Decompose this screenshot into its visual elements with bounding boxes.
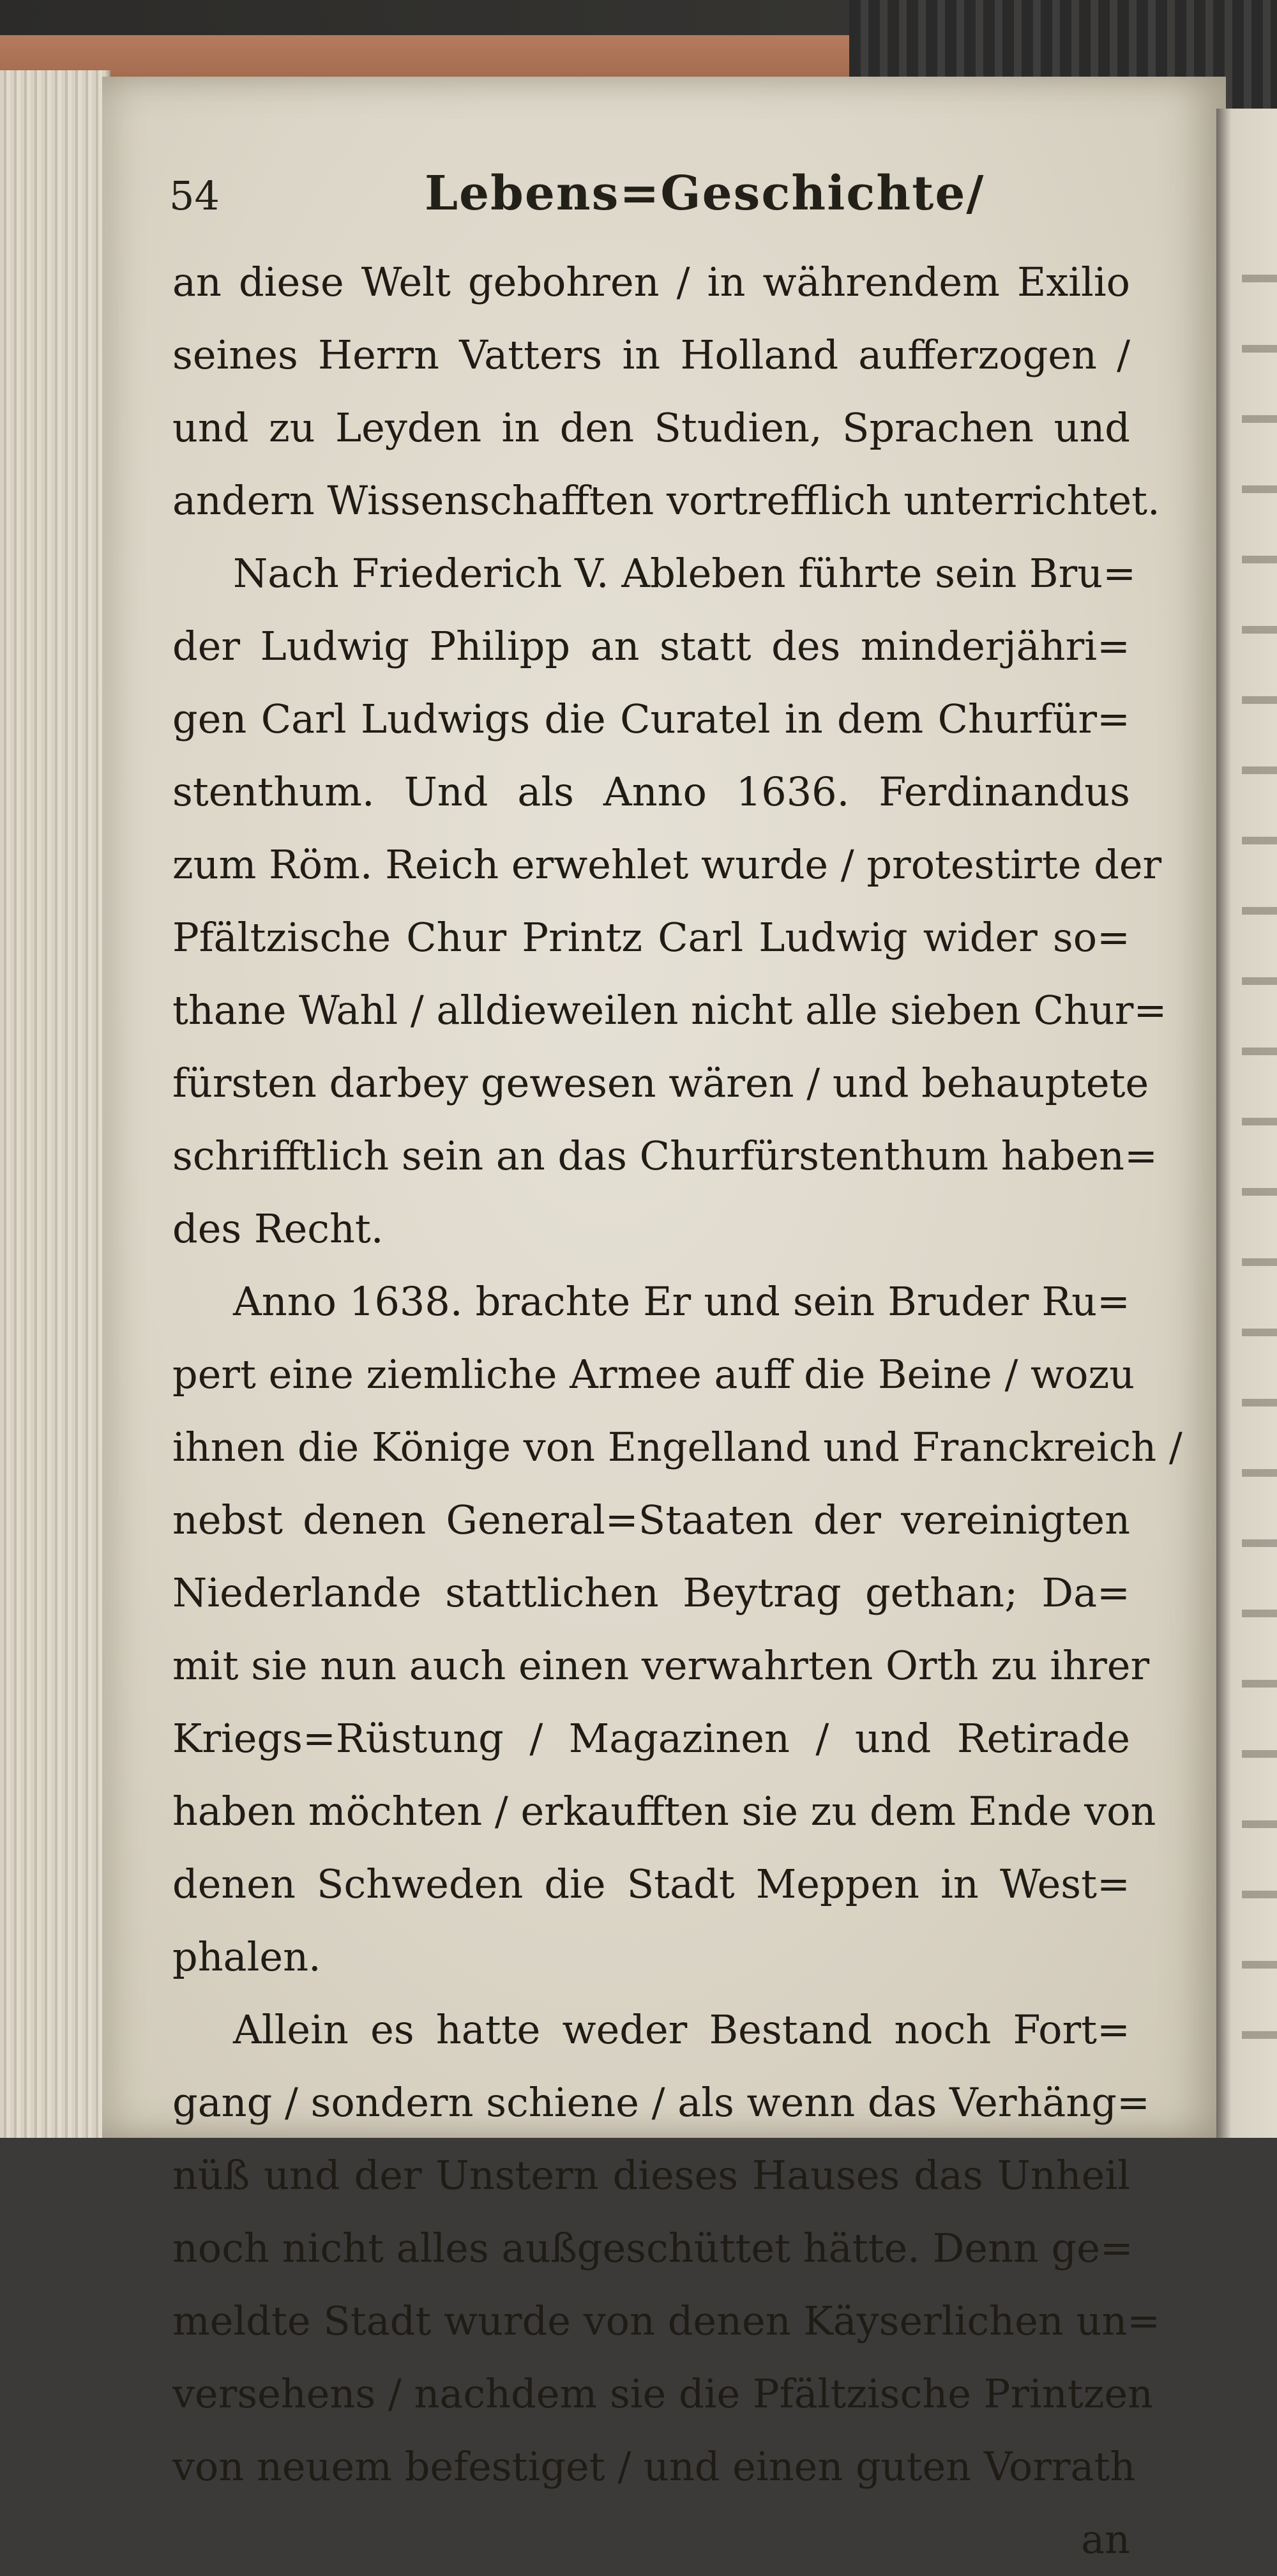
- text-line: Niederlande stattlichen Beytrag gethan; Da=: [172, 1569, 1130, 1616]
- text-line: haben möchten / erkaufften sie zu dem Ende von: [172, 1788, 1156, 1834]
- running-head: Lebens=Geschichte/: [425, 166, 985, 221]
- text-line: Anno 1638. brachte Er und sein Bruder Ru=: [233, 1278, 1130, 1325]
- text-line: schrifftlich sein an das Churfürstenthum haben=: [172, 1132, 1158, 1179]
- text-line: stenthum. Und als Anno 1636. Ferdinandus: [172, 768, 1130, 815]
- text-line: zum Röm. Reich erwehlet wurde / protestirte der: [172, 841, 1162, 888]
- text-line: meldte Stadt wurde von denen Käyserlichen un=: [172, 2298, 1161, 2344]
- text-line: ihnen die Könige von Engelland und Franckreich /: [172, 1424, 1183, 1470]
- text-line: und zu Leyden in den Studien, Sprachen und: [172, 404, 1130, 451]
- text-line: noch nicht alles außgeschüttet hätte. Denn ge=: [172, 2225, 1133, 2271]
- body-text: [172, 246, 1183, 2576]
- text-line: fürsten darbey gewesen wären / und behauptete: [172, 1060, 1149, 1106]
- text-line: des Recht.: [172, 1205, 384, 1252]
- text-line: gen Carl Ludwigs die Curatel in dem Churfür=: [172, 696, 1130, 742]
- text-line: versehens / nachdem sie die Pfältzische Printzen: [172, 2370, 1153, 2417]
- facing-page-text-edge: [1242, 249, 1277, 2101]
- text-line: an diese Welt gebohren / in währendem Exilio: [172, 259, 1130, 305]
- text-line: thane Wahl / alldieweilen nicht alle sieben Chur=: [172, 987, 1167, 1033]
- text-line: nebst denen General=Staaten der vereinigten: [172, 1497, 1130, 1543]
- text-line: Kriegs=Rüstung / Magazinen / und Retirade: [172, 1715, 1130, 1762]
- text-line: mit sie nun auch einen verwahrten Orth zu ihrer: [172, 1642, 1150, 1689]
- text-line: seines Herrn Vatters in Holland aufferzogen /: [172, 332, 1130, 378]
- text-line: Nach Friederich V. Ableben führte sein Bru=: [233, 550, 1137, 597]
- text-line: phalen.: [172, 1933, 321, 1980]
- text-line: der Ludwig Philipp an statt des minderjähri=: [172, 623, 1130, 669]
- text-line: andern Wissenschafften vortrefflich unterrichtet.: [172, 477, 1160, 524]
- text-line: Allein es hatte weder Bestand noch Fort=: [233, 2006, 1130, 2053]
- page-header: [169, 166, 1165, 243]
- catchword: an: [1081, 2516, 1130, 2563]
- text-line: Pfältzische Chur Printz Carl Ludwig wider so=: [172, 914, 1130, 961]
- text-line: denen Schweden die Stadt Meppen in West=: [172, 1861, 1130, 1907]
- text-line: nüß und der Unstern dieses Hauses das Unheil: [172, 2152, 1130, 2199]
- page-stack-left: [0, 70, 110, 2138]
- page-number: 54: [169, 172, 220, 219]
- text-line: von neuem befestiget / und einen guten Vorrath: [172, 2443, 1136, 2490]
- text-line: pert eine ziemliche Armee auff die Beine / wozu: [172, 1351, 1135, 1398]
- text-line: gang / sondern schiene / als wenn das Verhäng=: [172, 2079, 1150, 2126]
